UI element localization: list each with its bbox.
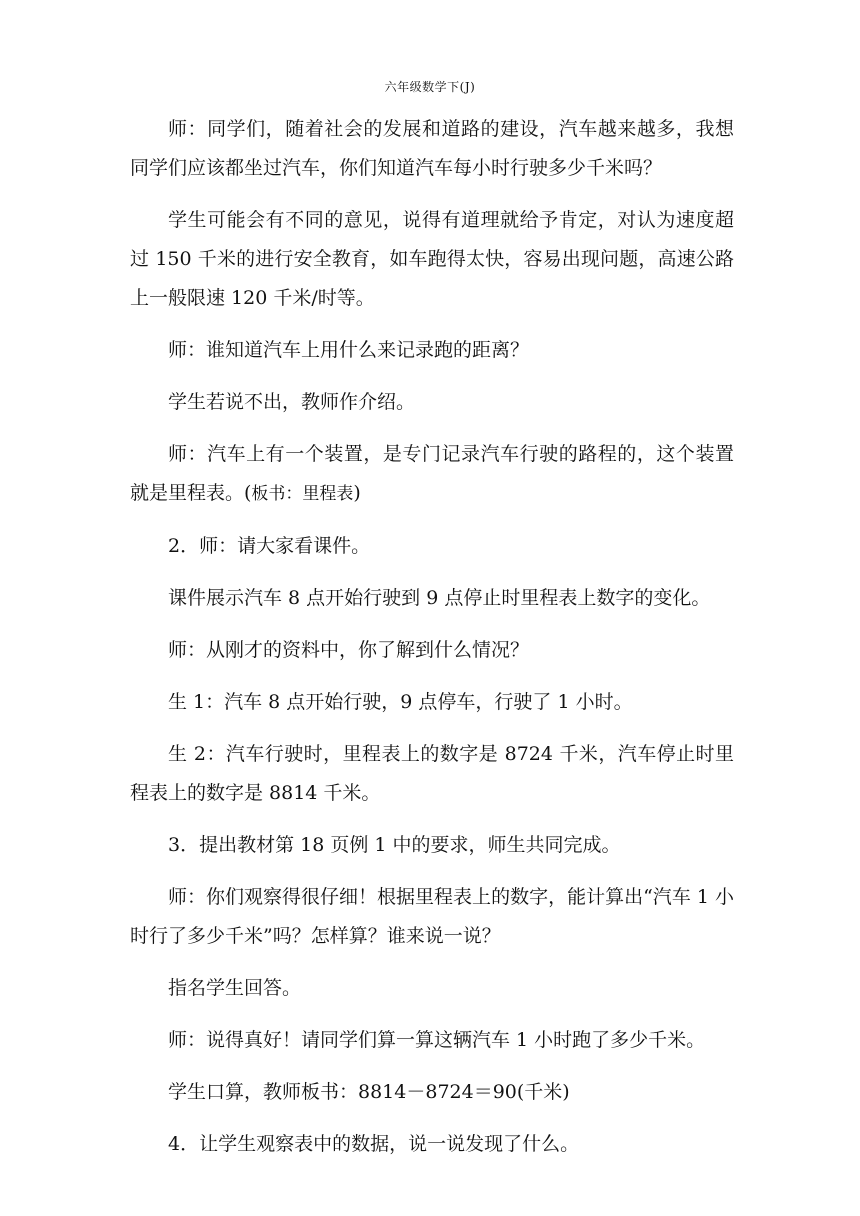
paragraph-teacher-praise: 师：说得真好！请同学们算一算这辆汽车 1 小时跑了多少千米。 [168,1029,706,1051]
paragraph-student-answer: 指名学生回答。 [168,977,302,999]
paragraph-student-2: 生 2：汽车行驶时，里程表上的数字是 8724 千米，汽车停止时里程表上的数字是 8814 千米。 [130,743,734,804]
odometer-intro-close: ) [353,482,361,504]
board-note: 板书：里程表 [251,484,354,504]
paragraph-board-calculation: 学生口算，教师板书：8814－8724＝90(千米) [168,1081,570,1103]
paragraph-teacher-calculation-question: 师：你们观察得很仔细！根据里程表上的数字，能计算出“汽车 1 小时行了多少千米”吗？怎样算？谁来说一说？ [130,886,734,947]
lesson-text [130,110,734,1177]
paragraph-teacher-info-question: 师：从刚才的资料中，你了解到什么情况？ [168,639,530,661]
paragraph-teacher-question: 师：同学们，随着社会的发展和道路的建设，汽车越来越多，我想同学们应该都坐过汽车，你们知道汽车每小时行驶多少千米吗？ [130,118,734,179]
paragraph-odometer-intro [130,435,734,514]
paragraph-step-4: 4．让学生观察表中的数据，说一说发现了什么。 [168,1133,580,1155]
paragraph-student-1: 生 1：汽车 8 点开始行驶，9 点停车，行驶了 1 小时。 [168,691,633,713]
odometer-intro-text: 师：汽车上有一个装置，是专门记录汽车行驶的路程的，这个装置就是里程表。( [130,443,734,504]
paragraph-student-opinions: 学生可能会有不同的意见，说得有道理就给予肯定，对认为速度超过 150 千米的进行安全教育，如车跑得太快，容易出现问题，高速公路上一般限速 120 千米/时等。 [130,209,734,309]
paragraph-step-3: 3．提出教材第 18 页例 1 中的要求，师生共同完成。 [168,834,621,856]
paragraph-courseware: 课件展示汽车 8 点开始行驶到 9 点停止时里程表上数字的变化。 [168,587,711,609]
paragraph-teacher-introduce: 学生若说不出，教师作介绍。 [168,391,416,413]
page-header: 六年级数学下(J) [384,80,476,94]
paragraph-teacher-distance-question: 师：谁知道汽车上用什么来记录跑的距离？ [168,339,530,361]
paragraph-step-2: 2．师：请大家看课件。 [168,535,371,557]
